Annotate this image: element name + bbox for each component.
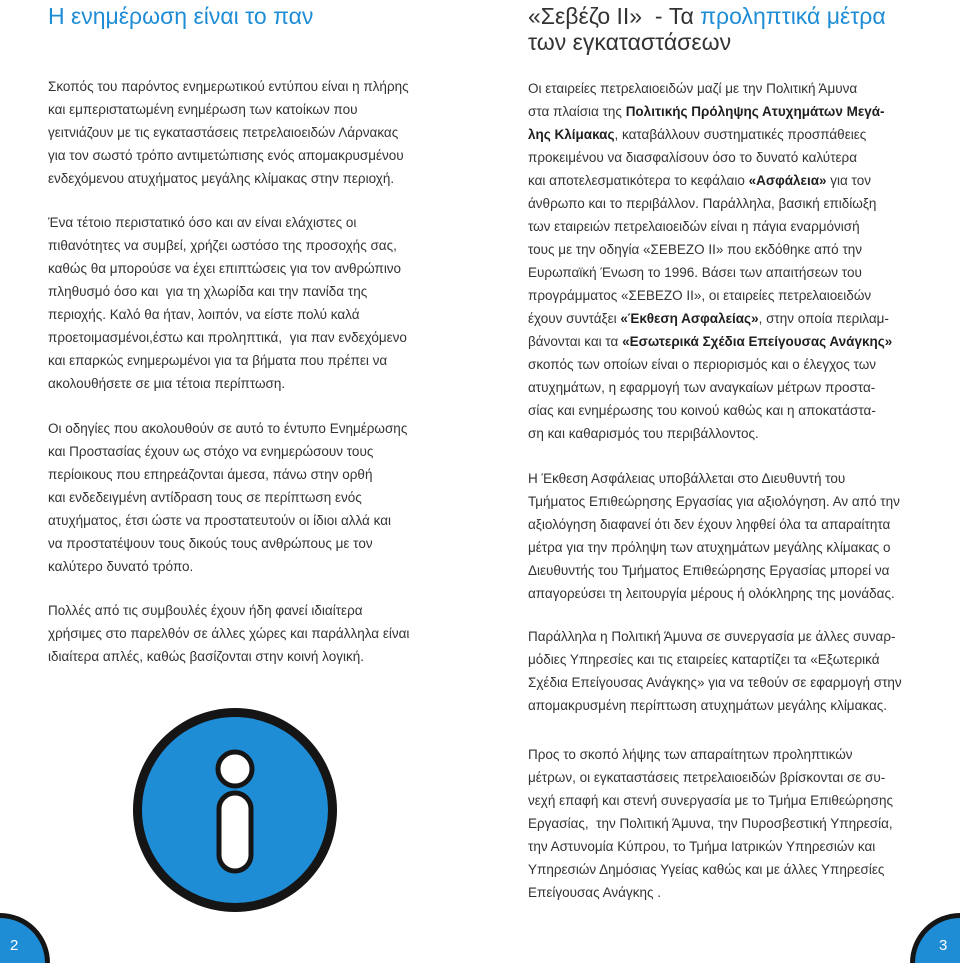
title-line: των εγκαταστάσεων (528, 29, 732, 55)
text-segment: για τον (826, 173, 871, 188)
paragraph (528, 743, 893, 904)
text-line: χρήσιμες στο παρελθόν σε άλλες χώρες και παράλληλα είναι (48, 626, 410, 641)
text-line: ακολουθήσετε σε μια τέτοια περίπτωση. (48, 376, 286, 391)
text-line: Σκοπός του παρόντος ενημερωτικού εντύπου είναι η πλήρης (48, 79, 409, 94)
text-line (528, 123, 866, 146)
text-line: ση και καθαρισμός του περιβάλλοντος. (528, 426, 759, 441)
text-line: πιθανότητες να συμβεί, χρήζει ωστόσο της προσοχής σας, (48, 238, 397, 253)
text-line: άνθρωπο και το περιβάλλον. Παράλληλα, βασική επιδίωξη (528, 196, 877, 211)
text-line: Επείγουσας Ανάγκης . (528, 885, 661, 900)
text-line: γειτνιάζουν με τις εγκαταστάσεις πετρελαιοειδών Λάρνακας (48, 125, 399, 140)
text-line: προετοιμασμένοι,έστω και προληπτικά, για παν ενδεχόμενο (48, 330, 407, 345)
text-line: Πολλές από τις συμβουλές έχουν ήδη φανεί ιδιαίτερα (48, 603, 363, 618)
bold-text: «Ασφάλεια» (748, 173, 827, 188)
bold-text: λης Κλίμακας (528, 127, 615, 142)
text-line: και εμπεριστατωμένη ενημέρωση των κατοίκων που (48, 102, 358, 117)
paragraph (48, 417, 407, 578)
paragraph (528, 467, 900, 605)
text-line: περίοικους που επηρεάζονται άμεσα, πάνω στην ορθή (48, 467, 373, 482)
text-line: Υπηρεσιών Δημόσιας Υγείας καθώς και με άλλες Υπηρεσίες (528, 862, 885, 877)
text-line: Παράλληλα η Πολιτική Άμυνα σε συνεργασία με άλλες συναρ- (528, 629, 896, 644)
text-line: των εταιρειών πετρελαιοειδών είναι η πάγια εναρμόνισή (528, 219, 860, 234)
text-line (528, 307, 889, 330)
text-segment: στα πλαίσια της (528, 104, 626, 119)
page-number-badge (910, 913, 960, 963)
text-line: Οι οδηγίες που ακολουθούν σε αυτό το έντυπο Ενημέρωσης (48, 421, 408, 436)
text-line: τους με την οδηγία «ΣΕΒΕΖΟ II» που εκδόθηκε από την (528, 242, 863, 257)
paragraph (528, 77, 892, 445)
text-line: και ενδεδειγμένη αντίδραση τους σε περίπτωση ενός (48, 490, 362, 505)
text-segment: , καταβάλλουν συστηματικές προσπάθειες (614, 127, 867, 142)
text-line: Τμήματος Επιθεώρησης Εργασίας για αξιολόγηση. Αν από την (528, 494, 900, 509)
title-line (528, 3, 886, 29)
text-line: περιοχής. Καλό θα ήταν, λοιπόν, να είστε πολύ καλά (48, 307, 360, 322)
text-line: μόδιες Υπηρεσίες και τις εταιρείες καταρτίζει τα «Εξωτερικά (528, 652, 880, 667)
text-line: Οι εταιρείες πετρελαιοειδών μαζί με την Πολιτική Άμυνα (528, 81, 858, 96)
page-title: Η ενημέρωση είναι το παν (48, 3, 314, 29)
text-line: Προς το σκοπό λήψης των απαραίτητων προληπτικών (528, 747, 853, 762)
text-line: Εργασίας, την Πολιτική Άμυνα, την Πυροσβεστική Υπηρεσία, (528, 816, 893, 831)
info-icon (132, 707, 338, 913)
text-line: Σχέδια Επείγουσας Ανάγκης» για να τεθούν σε εφαρμογή στην (528, 675, 902, 690)
page-number: 3 (939, 937, 948, 954)
corner-quarter-circle-icon (0, 913, 50, 963)
text-segment: έχουν συντάξει (528, 311, 621, 326)
text-line: και επαρκώς ενημερωμένοι για τα βήματα που πρέπει να (48, 353, 388, 368)
corner-quarter-circle-icon (910, 913, 960, 963)
text-segment: «Σεβέζο II» - Τα (528, 3, 701, 29)
page-number-badge (0, 913, 50, 963)
text-line: να προστατέψουν τους δικούς τους ανθρώπους με τον (48, 536, 373, 551)
text-line: ατυχημάτων, η εφαρμογή των αναγκαίων μέτρων προστα- (528, 380, 876, 395)
text-line: Η Έκθεση Ασφάλειας υποβάλλεται στο Διευθυντή του (528, 471, 846, 486)
paragraph (48, 75, 409, 190)
text-line: προκειμένου να διασφαλίσουν όσο το δυνατό καλύτερα (528, 150, 858, 165)
paragraph (528, 625, 902, 717)
text-segment: , στην οποία περιλαμ- (758, 311, 889, 326)
text-line: και Προστασίας έχουν ως στόχο να ενημερώσουν τους (48, 444, 374, 459)
right-page (480, 0, 960, 963)
page-title (528, 3, 886, 55)
text-line (528, 100, 885, 123)
text-line: νεχή επαφή και στενή συνεργασία με το Τμήμα Επιθεώρησης (528, 793, 894, 808)
text-line: αξιολόγηση διαφανεί ότι δεν έχουν ληφθεί όλα τα απαραίτητα (528, 517, 891, 532)
text-line: απαγορεύσει τη λειτουργία μέρους ή ολόκληρης της μονάδας. (528, 586, 895, 601)
text-line: την Αστυνομία Κύπρου, το Τμήμα Ιατρικών Υπηρεσιών και (528, 839, 876, 854)
text-segment: βάνονται και τα (528, 334, 623, 349)
bold-text: «Εσωτερικά Σχέδια Επείγουσας Ανάγκης» (622, 334, 893, 349)
text-line: Ευρωπαϊκή Ένωση το 1996. Βάσει των απαιτήσεων του (528, 265, 862, 280)
text-line: πληθυσμό όσο και για τη χλωρίδα και την πανίδα της (48, 284, 368, 299)
text-line: ενδεχόμενου ατυχήματος μεγάλης κλίμακας στην περιοχή. (48, 171, 395, 186)
text-segment: και αποτελεσματικότερα το κεφάλαιο (528, 173, 749, 188)
text-line: προγράμματος «ΣΕΒΕΖΟ II», οι εταιρείες πετρελαιοειδών (528, 288, 872, 303)
text-line: απομακρυσμένη περίπτωση ατυχημάτων μεγάλης κλίμακας. (528, 698, 888, 713)
bold-text: «Έκθεση Ασφαλείας» (620, 311, 759, 326)
text-line: Διευθυντής του Τμήματος Επιθεώρησης Εργασίας μπορεί να (528, 563, 890, 578)
text-line: σκοπός των οποίων είναι ο περιορισμός και ο έλεγχος των (528, 357, 876, 372)
text-line: σίας και ενημέρωσης του κοινού καθώς και η αποκατάστα- (528, 403, 876, 418)
text-line: καλύτερο δυνατό τρόπο. (48, 559, 194, 574)
page-number: 2 (10, 937, 19, 954)
text-line: Ένα τέτοιο περιστατικό όσο και αν είναι ελάχιστες οι (48, 215, 357, 230)
accent-text: προληπτικά μέτρα (700, 3, 886, 29)
text-line: για τον σωστό τρόπο αντιμετώπισης ενός απομακρυσμένου (48, 148, 404, 163)
text-line (528, 169, 871, 192)
text-line: ατυχήματος, έτσι ώστε να προστατευτούν οι ίδιοι αλλά και (48, 513, 391, 528)
text-line: μέτρων, οι εγκαταστάσεις πετρελαιοειδών βρίσκονται σε συ- (528, 770, 886, 785)
text-line (528, 330, 892, 353)
paragraph (48, 599, 409, 668)
paragraph (48, 211, 407, 395)
bold-text: Πολιτικής Πρόληψης Ατυχημάτων Μεγά- (625, 104, 885, 119)
text-line: ιδιαίτερα απλές, καθώς βασίζονται στην κοινή λογική. (48, 649, 364, 664)
text-line: καθώς θα μπορούσε να έχει επιπτώσεις για τον ανθρώπινο (48, 261, 402, 276)
text-line: μέτρα για την πρόληψη των ατυχημάτων μεγάλης κλίμακας ο (528, 540, 891, 555)
